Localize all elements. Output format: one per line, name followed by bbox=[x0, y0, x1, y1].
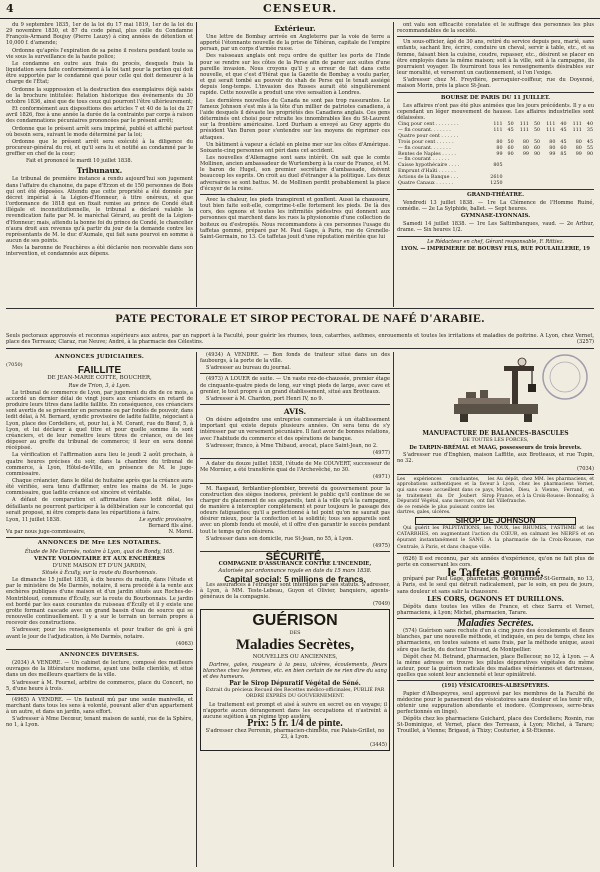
vente-heading-2: D'UNE MAISON ET D'UN JARDIN, bbox=[52, 562, 147, 569]
manufacture-title: MANUFACTURE DE BALANCES-BASCULES bbox=[422, 430, 569, 437]
bourse-value: 50 bbox=[507, 122, 514, 128]
gerant-line: Le Rédacteur en chef, Gérant responsable, F. Rittiez. bbox=[427, 238, 564, 245]
guerison-address: S'adresser chez Perrenin, pharmacien-chimiste, rue Palais-Grillet, no 23, à Lyon. bbox=[205, 728, 385, 741]
bourse-value bbox=[530, 181, 541, 187]
annonce-paragraph: (2034) A VENDRE. — Un cabinet de lecture, composé des meilleurs ouvrages de la littérature moderne, ayant une belle clientèle, et situé dans un des meilleurs quartiers de la ville. bbox=[6, 660, 193, 679]
col3-paragraph: ont valu son efficacité constatée et le suffrage des personnes les plus recommandables de la société. bbox=[397, 22, 594, 35]
bourse-title: BOURSE DE PARIS DU 11 JUILLET. bbox=[440, 94, 551, 101]
bourse-label: Cinq pour cent . . . . . . . . bbox=[398, 122, 459, 128]
guerison-price: Prix: 5 fr. 1/4 de pinte. bbox=[247, 718, 343, 730]
column-divider bbox=[393, 352, 394, 867]
faillite-vu: Vu par nous juge-commissaire, bbox=[6, 529, 86, 536]
bourse-value bbox=[504, 181, 515, 187]
bourse-value: 80 bbox=[549, 145, 556, 151]
bourse-row bbox=[397, 181, 594, 187]
bourse-value: 35 bbox=[586, 127, 593, 133]
bourse-value bbox=[515, 181, 530, 187]
sirop-bottom-text: Qui guérit les PALPITATIONS, les TOUX, les RHUMES, l'ASTHME et les CATARRHES, en augmentant l'action du CŒUR, en calmant les NERFS et en épurant instantanément le SANG. A la pharmacie de la Croix-Rousse, rue Centrale, à Paris, et dans chaque ville. bbox=[397, 526, 594, 550]
divider bbox=[397, 474, 594, 475]
faillite-paragraph: La vérification et l'affirmation aura lieu le jeudi 2 août prochain, à quatre heures précises du soir, dans la chambre du tribunal de commerce, à Lyon, Hôtel-de-Ville, en présence de M. le juge-commissaire. bbox=[6, 452, 193, 477]
bourse-label: Rentes de Naples . . . . . bbox=[398, 151, 456, 157]
bourse-value: 85 bbox=[560, 151, 567, 157]
exterieur-paragraph: Une lettre de Bombay arrivée en Angleterre par la voie de terre a apporté l'étonnante nouvelle de la prise de Téhéran, capitale de l'empire persan, par un corps d'armée russe. bbox=[200, 34, 390, 53]
guerison-des: DES bbox=[289, 630, 301, 637]
bourse-value: 1250 bbox=[490, 181, 503, 187]
bourse-value: 50 bbox=[533, 127, 541, 133]
bourse-label: Quatre pour cent . . . . . . bbox=[398, 133, 459, 139]
ref-number: (4063) bbox=[176, 640, 193, 647]
annonce-paragraph: S'adresser au bureau du journal. bbox=[206, 365, 291, 372]
cors-title: LES CORS, OGNONS ET DURILLONS. bbox=[427, 594, 564, 603]
securite-paragraph: Les assurances à l'étranger sont interdites par ses statuts. S'adresser, à Lyon, à MM. Teste-Lebeau, Guyon et Olivier, banquiers, agents-généraux de la compagnie. bbox=[200, 581, 390, 600]
bourse-value bbox=[541, 181, 556, 187]
bourse-value: 111 bbox=[519, 127, 529, 133]
annonces-notaires-title: ANNONCES DE Mre LES NOTAIRES. bbox=[37, 540, 162, 547]
ref-number: (7050) bbox=[6, 362, 23, 369]
bourse-value: 90 bbox=[586, 151, 593, 157]
bourse-label: Caisse hypothécaire . . . . bbox=[398, 163, 460, 169]
guerison-text: Dartres, gales, rougeurs à la peau, ulcères, écoulements, fleurs blanches chez les femmes, etc. en bien certain de ne rien dire du sang et des humeurs. bbox=[203, 661, 387, 680]
bourse-table bbox=[397, 122, 594, 187]
annonce-paragraph: (4965) A VENDRE. — Un fauteuil mû par une seule manivelle, et marchant dans tous les sens à volonté, pouvant aller d'un appartement à un autre, et dans un jardin, sans effort. bbox=[6, 696, 193, 716]
column-divider bbox=[393, 22, 394, 307]
divider bbox=[397, 92, 594, 93]
tribunaux-paragraph: Le tribunal de première instance a rendu aujourd'hui son jugement dans l'affaire du chanoine, du pape d'Erzon et de 150 personnes de Bois qui ont été déposées. Attendu que cette propriété a été donnée par décret impérial à la Légion-d'Honneur, à titre onéreux, et que l'ordonnance de 1818 qui en fixait remise au prince de Condé était illégale et inconstitutionnelle, le tribunal a déclaré valable la revendication faite par M. le maréchal Gérard, au profit de la Légion-d'Honneur; mais, attendu la bonne foi du prince de Condé, le chancelier n'aura droit aux revenus qu'à partir du jour de la demande contre les représentants de M. le duc d'Aumale, qui fait sans pourvoi en somme à aucun de ses points. bbox=[6, 176, 193, 244]
guerison-text-2: Le traitement est prompt et aisé à suivre en secret ou en voyage; il n'apporte aucun dérangement dans les occupations et n'astreint à aucune sujétion à un régime trop austère. bbox=[203, 701, 387, 720]
maladies-title: Maladies Secrètes. bbox=[457, 617, 534, 629]
exterieur-paragraph: Les nouvelles d'Allemagne sont sans intérêt. On sait que le comte Mollinen, ancien ambassadeur de Wurtemberg à la cour de France, et M. le baron de Hugel, son premier secrétaire d'ambassade, doivent beaucoup les esprits. On croit au duel d'étranger à la politique. Les deux adversaires se sont battus. M. de Mollinen perdit probablement la place d'écuyer de la reine. bbox=[200, 154, 390, 192]
bourse-value: 99 bbox=[496, 151, 503, 157]
faillite-heading: FAILLITE bbox=[77, 365, 122, 377]
annonce-paragraph: A dater du douze juillet 1838, l'étude de Me COUVERT, successeur de Me Mornier, a été transférée quai de l'Archevêché, no 30. bbox=[200, 461, 390, 474]
faillite-paragraph: A défaut de comparution et affirmation dans ledit délai, les défaillants ne pourront participer à la délibération sur le concordat qui serait proposé, ni être compris dans les répartitions à faire. bbox=[6, 497, 193, 516]
securite-title: SÉCURITÉ, bbox=[265, 551, 325, 564]
sirop-right-text: Au dépôt, chez MM. les pharmaciens, et à Lyon, chez les pharmaciens Vernet, Michel, Dieu, à Vienne, Ferrand, en France, et à la Croix-Rousse: Bonnafoy, à Villefranche. bbox=[496, 476, 594, 505]
bourse-label: — fin courant. . . . . . . bbox=[398, 127, 451, 133]
banner-title: PATE PECTORALE ET SIROP PECTORAL DE NAFÉ D'ARABIE. bbox=[115, 311, 485, 325]
taffetas-intro-text: Il est reconnu, par six années d'expérience, qu'on ne fait plus de perte en conservant les cors. bbox=[397, 555, 594, 568]
faillite-date: Lyon, 11 juillet 1838. bbox=[6, 516, 61, 523]
bourse-label: Emprunt d'Haïti . . . . . . bbox=[398, 169, 456, 175]
bourse-row bbox=[397, 140, 594, 146]
securite-capital: Capital social: 5 millions de francs. bbox=[224, 573, 366, 584]
taffetas-text: préparé par Paul Gage, pharmacien, rue de Grenelle-St-Germain, no 13, à Paris, est le seul qui détruit radicalement, par le soin, en peu de jours, sans douleur et sans salir la chaussure. bbox=[397, 576, 594, 595]
vente-paragraph: Le dimanche 15 juillet 1838, à dix heures du matin, dans l'étude et par le ministère de Me Darmès, notaire, il sera procédé à la vente aux enchères publiques d'une maison et d'un jardin situés aux Roches-de-Montribloud, commune d'Écully, sur la route du Bourbonnais. Le jardin est bordé par les eaux courantes du ruisseau d'Écully et il y existe une grotte formant cascade avec un grand bassin d'eau de source qui se renouvelle continuellement. Il y a sur le terrain un terrain propre à recevoir des constructions. bbox=[6, 577, 193, 627]
annonces-diverses-title: ANNONCES DIVERSES. bbox=[59, 651, 140, 658]
verdict-paragraph: Ordonne que le présent arrêt sera exécuté à la diligence du procureur-général du roi, et qu'il sera lu et notifié au condamné par le greffier en chef de la cour; bbox=[6, 138, 193, 158]
taffetas-name: le Taffetas gommé, bbox=[447, 565, 544, 580]
maladies-text: (574) Guérison sans rechute d'un à cinq jours des écoulements et fleurs blanches, par une nouvelle méthode, et indiquée, en peu de temps, chez les pharmaciens, en toutes saisons et sans frais, par la méthode unique, aussi sûre que facile, du docteur Thivand, de Montpellier. bbox=[397, 628, 594, 653]
bourse-value: 45 bbox=[560, 139, 567, 145]
theatre-title: GYMNASE-LYONNAIS. bbox=[460, 213, 531, 220]
guerison-ad bbox=[200, 609, 390, 750]
bourse-value: 99 bbox=[549, 151, 556, 157]
bourse-value: 50 bbox=[507, 139, 514, 145]
divider bbox=[200, 194, 390, 195]
col3-paragraph: S'adresser chez M. Freydière, perruquier-coiffeur, rue du Doyenné, maison Morin, près la place St-Jean. bbox=[397, 77, 594, 90]
bourse-label: — fin courant . . . . . . bbox=[398, 157, 450, 163]
imprimerie-line: LYON. — IMPRIMERIE DE BOURSY FILS, RUE POULAILLERIE, 19 bbox=[401, 245, 590, 252]
annonces-column-2 bbox=[200, 352, 390, 867]
annonce-paragraph: S'adresser à M. Fournel, arbitre de commerce, place du Concert, no 5, d'une heure à trois. bbox=[6, 679, 193, 692]
bourse-label: Actions de la Banque . . . bbox=[398, 175, 459, 181]
bourse-value: 60 bbox=[507, 145, 514, 151]
section-title-exterieur: Extérieur. bbox=[274, 24, 316, 33]
manufacture-text: S'adresser rue d'Enghien, maison Laffitte, aux Brotteaux, et rue Tupin, no 32. bbox=[397, 452, 594, 465]
vente-paragraph: S'adresser, pour les renseignements et pour traiter de gré à gré avant le jour de l'adjudication, à Me Darmès, notaire. bbox=[6, 627, 193, 640]
sirop-left-text: Les expériences concluantes, les approbations authentiques et la faveur qui sans cesse accueillent dans ce pays, le traitement du Dr Joubert Sirop Dépuratif Végétal, sans mercure, ont fait de ce remède le plus puissant contre les dartres, gales, ulcères. bbox=[397, 476, 495, 516]
bourse-row bbox=[397, 128, 594, 134]
bourse-value: 80 bbox=[549, 139, 556, 145]
bourse-value bbox=[556, 181, 567, 187]
faillite-debtor: DE JEAN-MARIE COTTE, BOUCHER, bbox=[47, 375, 152, 382]
verdict-paragraph: Ordonne la suppression et la destruction des exemplaires déjà saisis de la brochure intitulée: Relation historique des événements du 30 octobre 1836, ainsi que de tous ceux qui pourront l'être ultérieurement; bbox=[6, 86, 193, 105]
annonces-column-1 bbox=[6, 352, 193, 867]
ref-number: (4971) bbox=[373, 474, 390, 481]
securite-authorization: Autorisée par ordonnance royale en date du 15 mars 1838. bbox=[218, 568, 372, 575]
divider bbox=[6, 694, 193, 695]
column-divider bbox=[196, 22, 197, 307]
vente-heading: VENTE VOLONTAIRE ET AUX ENCHÈRES bbox=[33, 555, 165, 562]
bourse-value: 2610 bbox=[490, 175, 503, 181]
bourse-value: 60 bbox=[560, 145, 567, 151]
guerison-par: Par le Sirop Dépuratif Végétal de Séné. bbox=[229, 680, 361, 688]
sirop-ad bbox=[397, 477, 594, 516]
bourse-row bbox=[397, 146, 594, 152]
bourse-value: 55 bbox=[586, 145, 593, 151]
securite-subtitle: COMPAGNIE D'ASSURANCE CONTRE L'INCENDIE, bbox=[218, 561, 372, 568]
bourse-value: 40 bbox=[586, 122, 593, 128]
bourse-value: 111 bbox=[546, 122, 556, 128]
bourse-value: 99 bbox=[575, 151, 582, 157]
bourse-value: 80 bbox=[575, 139, 582, 145]
etude-line: Étude de Me Darmès, notaire à Lyon, quai de Bondy, 165. bbox=[24, 548, 175, 555]
exterieur-paragraph: Avec la chaleur, les pieds transpirent et gonflent. Aussi la chaussure, tout bien faite soit-elle, comprime-t-elle fortement les pieds. De là des cors, des ognons et toutes les infirmités pédestres qui donnent aux personnes qui marchent dans les rues la physionomie d'une collection de boiteux ou d'estropiés. Nous recommandons à ces personnes l'usage du taffetas gommé, préparé par M. Paul Gage, à Paris, rue de Grenelle-Saint-Germain, no 13. Ce taffetas jouit d'une réputation méritée que lui bbox=[200, 196, 390, 240]
newspaper-title: CENSEUR. bbox=[262, 2, 338, 15]
exterieur-paragraph: Les dernières nouvelles du Canada ne sont pas trop rassurantes. Le fameux Johnson s'est mis à la tête d'un millier de patriotes canadiens, à l'aide desquels il dévaste les propriétés des Canadiens anglais. Ces gens déterminés ont choisi pour retraite les innombrables îles du St-Laurent sur la frontière américaine. Lord Durham a envoyé au Grey appris du président Van Buren pour s'entendre sur les moyens de réprimer ces attaques. bbox=[200, 97, 390, 141]
guerison-extrait: Extrait du précieux Recueil des Recettes médico-officinales, PUBLIÉ PAR ORDRE EXPRÈS DU GOUVERNEMENT. bbox=[205, 688, 385, 700]
faillite-sign: Le syndic provisoire, bbox=[139, 516, 193, 523]
bourse-value: 45 bbox=[586, 139, 593, 145]
page-number: 4 bbox=[6, 2, 14, 15]
bourse-value: 111 bbox=[519, 122, 529, 128]
column-divider bbox=[196, 352, 197, 867]
verdict-paragraph: Et conformément aux dispositions des articles 7 et 40 de la loi du 27 avril 1826, fixe à une année la durée de la contrainte par corps à raison des condamnations pécuniaires prononcées par le présent arrêt; bbox=[6, 106, 193, 125]
ref-number: (4977) bbox=[373, 449, 390, 456]
bourse-value: 80 bbox=[496, 145, 503, 151]
bourse-note: Les affaires n'ont pas été plus animées que les jours précédents. Il y a eu cependant un léger mouvement de hausse. Les affaires industrielles sont délaissées. bbox=[397, 102, 594, 121]
banner-body: Seuls pectoraux approuvés et reconnus supérieurs aux autres, par un rapport à la Faculté, pour guérir les rhumes, toux, catarrhes, asthmes, enrouements et toutes les irritations et maladies de poitrine. A Lyon, chez Vernet, place des Terreaux; Claraz, rue Neuve; André, à la pharmacie des Célestins. bbox=[6, 333, 594, 346]
column-1 bbox=[6, 22, 193, 307]
bourse-value: 111 bbox=[493, 127, 503, 133]
bourse-value: 111 bbox=[572, 122, 582, 128]
bourse-value: 80 bbox=[496, 139, 503, 145]
bourse-value: 99 bbox=[522, 151, 529, 157]
divider bbox=[6, 649, 193, 650]
theatre-program: Samedi 14 juillet 1838. — 1re Les Saltimbanques, vaud. — 2e Arthur, drame. — Six heures 1/2. bbox=[397, 221, 594, 234]
vente-location: Situés à Écully, sur la route du Bourbonnais. bbox=[41, 570, 158, 576]
bourse-value: 60 bbox=[533, 145, 541, 151]
exterieur-paragraph: Un bâtiment à vapeur a éclaté en pleine mer sur les côtes d'Amérique. Soixante-cinq personnes ont péri dans cet accident. bbox=[200, 141, 390, 154]
bourse-value bbox=[568, 181, 583, 187]
annonce-paragraph: S'adresser dans son domicile, rue St-Jean, no 55, à Lyon. bbox=[206, 535, 354, 542]
bourse-value: 50 bbox=[533, 122, 541, 128]
guerison-title: GUÉRISON bbox=[252, 612, 338, 630]
divider bbox=[397, 36, 594, 37]
column-3 bbox=[397, 22, 594, 307]
ref-number: (7034) bbox=[577, 465, 594, 472]
bourse-value bbox=[583, 181, 594, 187]
bourse-value: 111 bbox=[546, 127, 556, 133]
theatre-program: Vendredi 13 juillet 1838. — 1re La Clémence de l'Homme Ruiné, comédie. — 2e La Sylphide, ballet. — Sept heures. bbox=[397, 200, 594, 213]
ref-number: (7049) bbox=[373, 601, 390, 608]
cors-text: Dépôts dans toutes les villes de France, et chez Sarru et Vernet, pharmaciens, à Lyon; Michel, pharmacien, Tarare. bbox=[397, 603, 594, 616]
annonces-judiciaires-title: ANNONCES JUDICIAIRES. bbox=[54, 354, 145, 360]
verdict-paragraph: Ordonne qu'après l'expiration de sa peine il restera pendant toute sa vie sous la surveillance de la haute police; bbox=[6, 47, 193, 60]
banner-text bbox=[6, 333, 594, 346]
theatre-title: GRAND-THÉATRE. bbox=[466, 192, 525, 198]
divider bbox=[200, 483, 390, 484]
faillite-address: Rue de Trion, 3, à Lyon. bbox=[68, 382, 131, 389]
bourse-value: 90 bbox=[533, 151, 541, 157]
bourse-label: — fin courant. . . . . . . bbox=[398, 145, 451, 151]
bourse-value: 80 bbox=[522, 145, 529, 151]
annonce-paragraph: S'adresser à Mme Decœur, tenant maison de santé, rue de la Sphère, no 1, à Lyon. bbox=[6, 716, 193, 729]
ref-number: (4975) bbox=[373, 542, 390, 549]
faillite-paragraph: Le tribunal de commerce de Lyon, par jugement du dix de ce mois, a accordé un dernier délai de vingt jours aux créanciers en retard de produire leurs titres dans ladite faillite. En conséquence, ces créanciers sont avertis de se présenter en personne ou par fondés de pouvoir, dans ledit délai, à M. Bernard, syndic provisoire de ladite faillite, négociant à Lyon, place des Cordeliers, et, pour lui, à M. Corant, rue du Bœuf, 5, à Lyon, et lui déclarer à quel titre et pour quelle somme ils sont créanciers, et de leur remettre leurs titres de créance, ou de les déposer au greffe du tribunal de commerce; il leur en sera donné récépissé. bbox=[6, 389, 193, 452]
bourse-value: 45 bbox=[560, 127, 567, 133]
ref-number: (626) bbox=[403, 555, 417, 562]
bourse-value: 90 bbox=[507, 151, 514, 157]
sirop-name: SIROP DE JOHNSON bbox=[415, 517, 576, 525]
bourse-value: 805 bbox=[493, 163, 503, 169]
divider bbox=[200, 373, 390, 374]
banner-rule-top bbox=[6, 308, 594, 309]
vesicatoires-title: (191) VÉSICATOIRES-ALBESPEYRES. bbox=[441, 683, 550, 690]
manufacture-subtitle: DE TOUTES LES FORCES, bbox=[462, 438, 529, 443]
divider bbox=[397, 680, 594, 681]
manufacture-names: De TARPIN-BRÉMAL et MAAG, possesseurs de trois brevets. bbox=[409, 445, 582, 452]
bourse-value: 111 bbox=[493, 122, 503, 128]
avis-paragraph: On désire adjoindre une entreprise commerciale à un établissement important qui existe depuis plusieurs années. On sera tenu de s'y intéresser par un versement pécuniaire. Il faut avoir de bonnes relations, avec l'habitude du commerce et des opérations de banque. bbox=[200, 417, 390, 442]
page-header bbox=[0, 0, 600, 19]
divider bbox=[200, 458, 390, 459]
annonce-paragraph: M. Raspaud, ferblantier-plombier, breveté du gouvernement pour la construction des sièges inodores, prévient le public qu'il continue de se charger du placement de ses appareils, tant à la ville qu'à la campagne, de manière à intercepter complètement et pour toujours le passage des odeurs fatiguantes; qu'il a perfectionné à tel point qu'on ne saurait pas désirer mieux, pour la confection et la solidité; tous ses appareils sont avec un plomb fondu et moulé, et il offre d'en garantir le succès pendant tout le temps qu'on désirera. bbox=[200, 485, 390, 535]
bourse-value: 80 bbox=[575, 145, 582, 151]
bourse-value: 50 bbox=[533, 139, 541, 145]
verdict-paragraph: du 9 septembre 1835, 1er de la loi du 17 mai 1819, 1er de la loi du 29 novembre 1830, et 87 du code pénal, plus celle du Condamne François-Armand Boujuy (Pierre Lauzy) à cinq années de détention et 10,000 f. d'amende; bbox=[6, 22, 193, 47]
verdict-date: Fait et prononcé le mardi 10 juillet 1838. bbox=[26, 158, 133, 165]
column-2 bbox=[200, 22, 390, 307]
banner-rule-bottom bbox=[6, 348, 594, 349]
bourse-label: Trois pour cent . . . . . . bbox=[398, 139, 454, 145]
divider bbox=[397, 553, 594, 554]
vesicatoires-text: Dépôts chez les pharmaciens Guichard, place des Cordeliers; Rosnin, rue St-Dominique, et Vernet, place des Terreaux, à Lyon; Michel, à Tarare; Trouillet, à Vienne; Brigaud, à Thizy; Couturier, à St-Étienne. bbox=[397, 716, 594, 735]
divider bbox=[397, 189, 594, 190]
exterieur-paragraph: Des vaisseaux anglais ont reçu ordre de quitter les ports de l'Inde pour se rendre sur les côtes de la Perse afin de parer aux suites d'une pareille invasion. Nous croyons qu'il y a erreur de fait dans cette nouvelle, et que c'est d'Hérat que la Gazette de Bombay a voulu parler, et qui serait tombé au pouvoir du shah de Perse qui le tenait assiégé depuis long-temps. L'invasion des Russes aurait été singulièrement rapide. Cette nouvelle a produit une vive sensation à Londres. bbox=[200, 53, 390, 97]
guerison-subtitle: NOUVELLES OU ANCIENNES, bbox=[252, 654, 338, 661]
ref-number: (3445) bbox=[370, 741, 387, 748]
annonce-paragraph: (4934) A VENDRE. — Bon fonds de traiteur situé dans un des faubourgs, à la porte de la ville. bbox=[200, 352, 390, 365]
banner-ref: (3257) bbox=[577, 339, 594, 346]
annonces-column-3 bbox=[397, 352, 594, 867]
faillite-syndic: Bernard fils aîné. bbox=[148, 523, 193, 530]
divider bbox=[200, 404, 390, 405]
bourse-value: 80 bbox=[522, 139, 529, 145]
verdict-paragraph: Le condamne en outre aux frais du procès, desquels frais la liquidation sera faite conformément à la loi tant pour la portion qui doit être supportée par le condamné que pour celle qui doit demeurer à la charge de l'État; bbox=[6, 60, 193, 86]
bourse-label: Quatre Canaux . . . . . . bbox=[398, 181, 454, 187]
faillite-vu-row bbox=[6, 529, 193, 535]
verdict-paragraph: Ordonne que le présent arrêt sera imprimé, publié et affiché partout où besoin sera, suivant le mode déterminé par la loi; bbox=[6, 125, 193, 138]
divider bbox=[6, 537, 193, 538]
vesicatoires-text: Papier d'Albespeyres, seul approuvé par les membres de la Faculté de médecine pour le pansement des vésicatoires sans douleur et les tenir vifs, obtenir une suppuration abondante et inodore. (Compresses, serre-bras perfectionnés en linge). bbox=[397, 690, 594, 715]
col3-paragraph: Un sous-officier, âgé de 30 ans, retiré du service depuis peu, marié, sans enfants, sachant lire, écrire, conduire un cheval, servir à table, etc., et sa femme, faisant bien la cuisine, coudre, repasser, etc., désirent se placer en être employés dans la même maison; soit à la ville, soit à la campagne, ils pourraient voyager. Ils fourniront tous les renseignements désirables sur leur moralité, et verseront un cautionnement, si l'on l'exige. bbox=[397, 39, 594, 77]
faillite-vu-name: N. Morel. bbox=[168, 529, 193, 536]
avis-title: AVIS. bbox=[283, 407, 307, 417]
tribunaux-paragraph: Mes la baronne de Feuchères a été déclarée non recevable dans son intervention, et condamnée aux dépens. bbox=[6, 245, 193, 258]
balance-scale-illustration bbox=[446, 354, 546, 428]
bourse-value: 111 bbox=[572, 127, 582, 133]
bourse-value: 45 bbox=[507, 127, 514, 133]
section-title-tribunaux: Tribunaux. bbox=[76, 166, 123, 176]
annonce-paragraph: (4973) A LOUER de suite. — Un vaste rez-de-chaussée, premier étage de cinquante-quatre pieds de long, sur vingt pieds de large, avec cave et grenier, le tout propre à un grand établissement, situé aux Brotteaux. bbox=[200, 376, 390, 395]
divider bbox=[397, 236, 594, 237]
maladies-text: Dépôt chez M. Betrand, pharmacien, place Bellecour, no 12, à Lyon. — A la même adresse on trouve les pilules dépuratives végétales du même auteur, pour la guérison radicale des maladies vénériennes et dartreuses, quelles que soient leur ancienneté et leur opiniâtreté. bbox=[397, 653, 594, 679]
bourse-value: 40 bbox=[560, 122, 567, 128]
annonce-paragraph: S'adresser à M. Chardon, port Henri IV, no 9. bbox=[206, 395, 324, 402]
faillite-paragraph: Chaque créancier, dans le délai de huitaine après que la créance aura été vérifiée, sera tenu d'affirmer, entre les mains de M. le juge-commissaire, que ladite créance est sincère et véritable. bbox=[6, 477, 193, 497]
avis-paragraph: S'adresser, franco, à Mme Thibaud, avocat, place Saint-Jean, no 2. bbox=[206, 442, 378, 449]
library-stamp-icon bbox=[540, 352, 590, 402]
guerison-title-2: Maladies Secrètes, bbox=[235, 637, 355, 654]
